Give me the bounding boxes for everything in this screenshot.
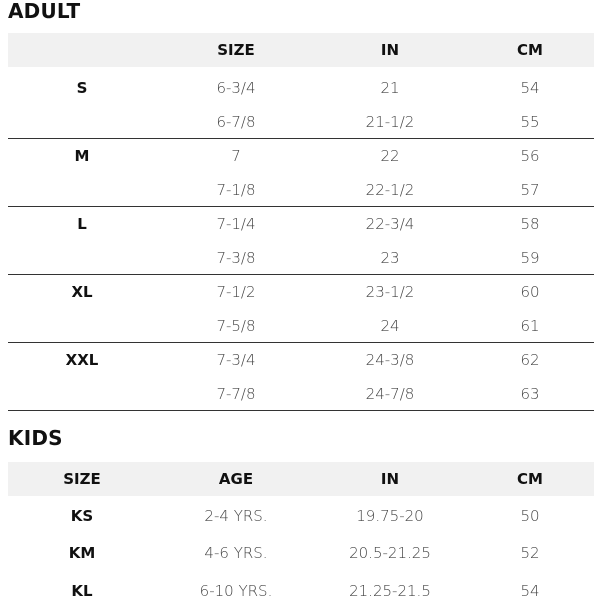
- inch-value: 22: [380, 147, 400, 165]
- inch-value: 23-1/2: [365, 283, 415, 301]
- size-label: L: [77, 215, 87, 233]
- inch-value: 21-1/2: [365, 113, 415, 131]
- size-value: 7: [231, 147, 241, 165]
- adult-header-cm: CM: [517, 41, 543, 59]
- table-row: [0, 275, 600, 309]
- kids-header-in: IN: [380, 470, 400, 488]
- kids-header-cm: CM: [517, 470, 543, 488]
- adult-header-row: [0, 33, 600, 67]
- table-row: [0, 139, 600, 173]
- cm-value: 58: [520, 215, 540, 233]
- cm-value: 55: [520, 113, 540, 131]
- size-value: 7-1/2: [216, 283, 256, 301]
- table-row: [0, 574, 600, 600]
- cm-value: 60: [520, 283, 540, 301]
- size-label: KM: [68, 544, 96, 562]
- inch-value: 22-1/2: [365, 181, 415, 199]
- size-value: 7-3/4: [216, 351, 256, 369]
- age-value: 4-6 YRS.: [204, 544, 268, 562]
- cm-value: 62: [520, 351, 540, 369]
- table-row: [0, 309, 600, 343]
- age-value: 2-4 YRS.: [204, 507, 268, 525]
- adult-header-in: IN: [380, 41, 400, 59]
- inch-value: 20.5-21.25: [349, 544, 431, 562]
- table-row: [0, 173, 600, 207]
- size-label: KS: [70, 507, 94, 525]
- inch-value: 22-3/4: [365, 215, 415, 233]
- table-row: [0, 71, 600, 105]
- cm-value: 57: [520, 181, 540, 199]
- inch-value: 19.75-20: [356, 507, 424, 525]
- group-divider: [8, 410, 594, 411]
- cm-value: 54: [520, 79, 540, 97]
- size-label: M: [74, 147, 90, 165]
- adult-header-size: SIZE: [217, 41, 255, 59]
- inch-value: 23: [380, 249, 400, 267]
- table-row: [0, 241, 600, 275]
- cm-value: 63: [520, 385, 540, 403]
- inch-value: 24-7/8: [365, 385, 415, 403]
- cm-value: 56: [520, 147, 540, 165]
- adult-section-title: ADULT: [8, 0, 81, 23]
- size-label: KL: [71, 582, 93, 600]
- size-value: 7-1/8: [216, 181, 256, 199]
- cm-value: 50: [520, 507, 540, 525]
- size-label: XXL: [65, 351, 99, 369]
- inch-value: 21.25-21.5: [349, 582, 431, 600]
- inch-value: 24-3/8: [365, 351, 415, 369]
- kids-header-age: AGE: [218, 470, 254, 488]
- inch-value: 24: [380, 317, 400, 335]
- table-row: [0, 536, 600, 570]
- kids-header-row: [0, 462, 600, 496]
- table-row: [0, 105, 600, 139]
- cm-value: 54: [520, 582, 540, 600]
- kids-header-size: SIZE: [63, 470, 101, 488]
- cm-value: 59: [520, 249, 540, 267]
- size-label: XL: [71, 283, 93, 301]
- kids-section-title: KIDS: [8, 426, 63, 450]
- table-row: [0, 343, 600, 377]
- size-value: 7-3/8: [216, 249, 256, 267]
- size-value: 7-1/4: [216, 215, 256, 233]
- table-row: [0, 207, 600, 241]
- size-value: 6-3/4: [216, 79, 256, 97]
- table-row: [0, 499, 600, 533]
- size-value: 6-7/8: [216, 113, 256, 131]
- cm-value: 52: [520, 544, 540, 562]
- size-label: S: [76, 79, 88, 97]
- size-value: 7-7/8: [216, 385, 256, 403]
- size-value: 7-5/8: [216, 317, 256, 335]
- table-row: [0, 377, 600, 411]
- cm-value: 61: [520, 317, 540, 335]
- inch-value: 21: [380, 79, 400, 97]
- age-value: 6-10 YRS.: [199, 582, 273, 600]
